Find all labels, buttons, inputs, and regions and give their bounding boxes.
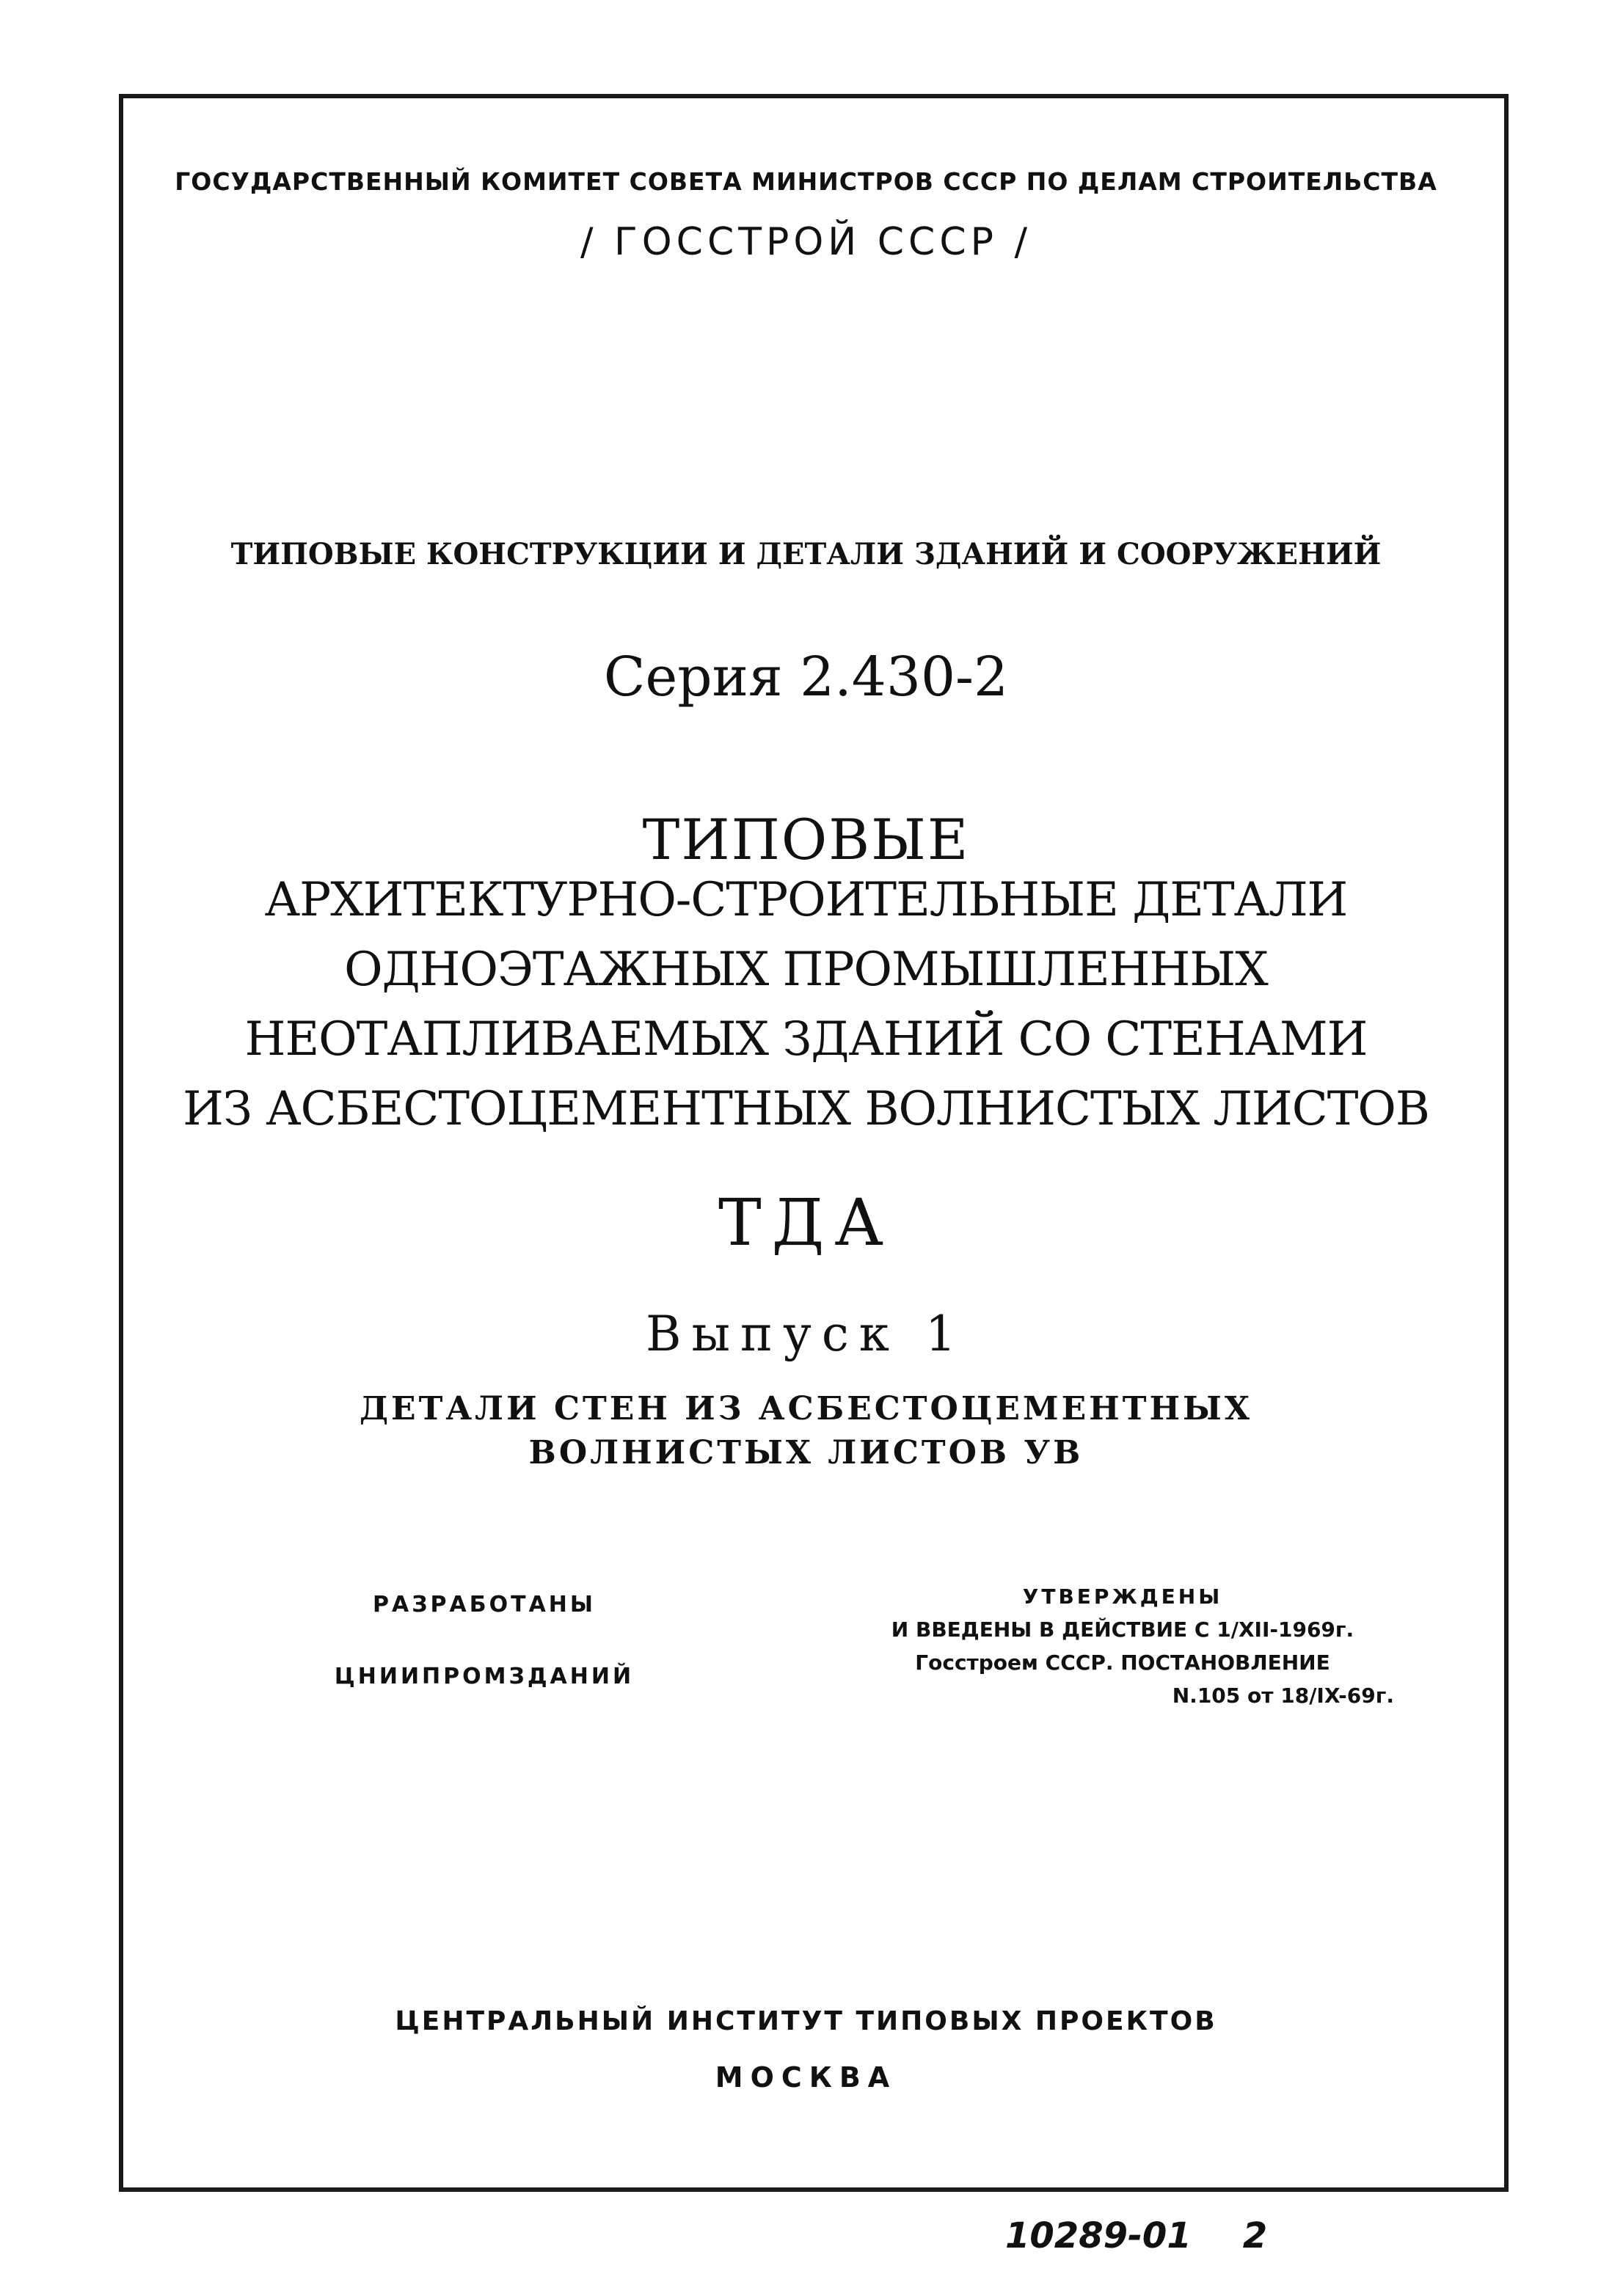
sheet-number: 2	[1242, 2215, 1268, 2256]
approved-label: УТВЕРЖДЕНЫ	[1022, 1584, 1223, 1609]
document-title-line: ИЗ АСБЕСТОЦЕМЕНТНЫХ ВОЛНИСТЫХ ЛИСТОВ	[183, 1082, 1429, 1136]
developer-organization: ЦНИИПРОМЗДАНИЙ	[334, 1664, 635, 1689]
typical-constructions-heading: ТИПОВЫЕ КОНСТРУКЦИИ И ДЕТАЛИ ЗДАНИЙ И СООРУЖЕНИЙ	[230, 537, 1382, 571]
publisher-institute: ЦЕНТРАЛЬНЫЙ ИНСТИТУТ ТИПОВЫХ ПРОЕКТОВ	[395, 2006, 1217, 2036]
document-title-main: ТИПОВЫЕ	[642, 807, 970, 872]
ministry-heading: ГОСУДАРСТВЕННЫЙ КОМИТЕТ СОВЕТА МИНИСТРОВ СССР ПО ДЕЛАМ СТРОИТЕЛЬСТВА	[175, 167, 1437, 196]
approved-effective-date: И ВВЕДЕНЫ В ДЕЙСТВИЕ С 1/XII-1969г.	[891, 1617, 1354, 1642]
issue-subtitle-line: ВОЛНИСТЫХ ЛИСТОВ УВ	[528, 1434, 1084, 1471]
document-code: ТДА	[718, 1185, 894, 1260]
developed-label: РАЗРАБОТАНЫ	[373, 1592, 596, 1617]
publisher-city: МОСКВА	[715, 2061, 897, 2094]
document-title-line: НЕОТАПЛИВАЕМЫХ ЗДАНИЙ СО СТЕНАМИ	[244, 1012, 1368, 1067]
document-title-line: ОДНОЭТАЖНЫХ ПРОМЫШЛЕННЫХ	[344, 943, 1268, 997]
gosstroy-heading: / ГОССТРОЙ СССР /	[580, 220, 1032, 264]
series-number: Серия 2.430-2	[603, 646, 1009, 709]
issue-number: Выпуск 1	[645, 1306, 967, 1362]
issue-subtitle-line: ДЕТАЛИ СТЕН ИЗ АСБЕСТОЦЕМЕНТНЫХ	[359, 1390, 1253, 1427]
document-title-line: АРХИТЕКТУРНО-СТРОИТЕЛЬНЫЕ ДЕТАЛИ	[264, 873, 1348, 927]
inventory-number: 10289-01	[1005, 2215, 1192, 2256]
inventory-stamp	[1005, 2215, 1267, 2256]
page-border-frame	[119, 94, 1509, 2192]
approval-decree-number: N.105 от 18/IX-69г.	[1172, 1683, 1394, 1708]
approved-by: Госстроем СССР. ПОСТАНОВЛЕНИЕ	[915, 1650, 1330, 1675]
